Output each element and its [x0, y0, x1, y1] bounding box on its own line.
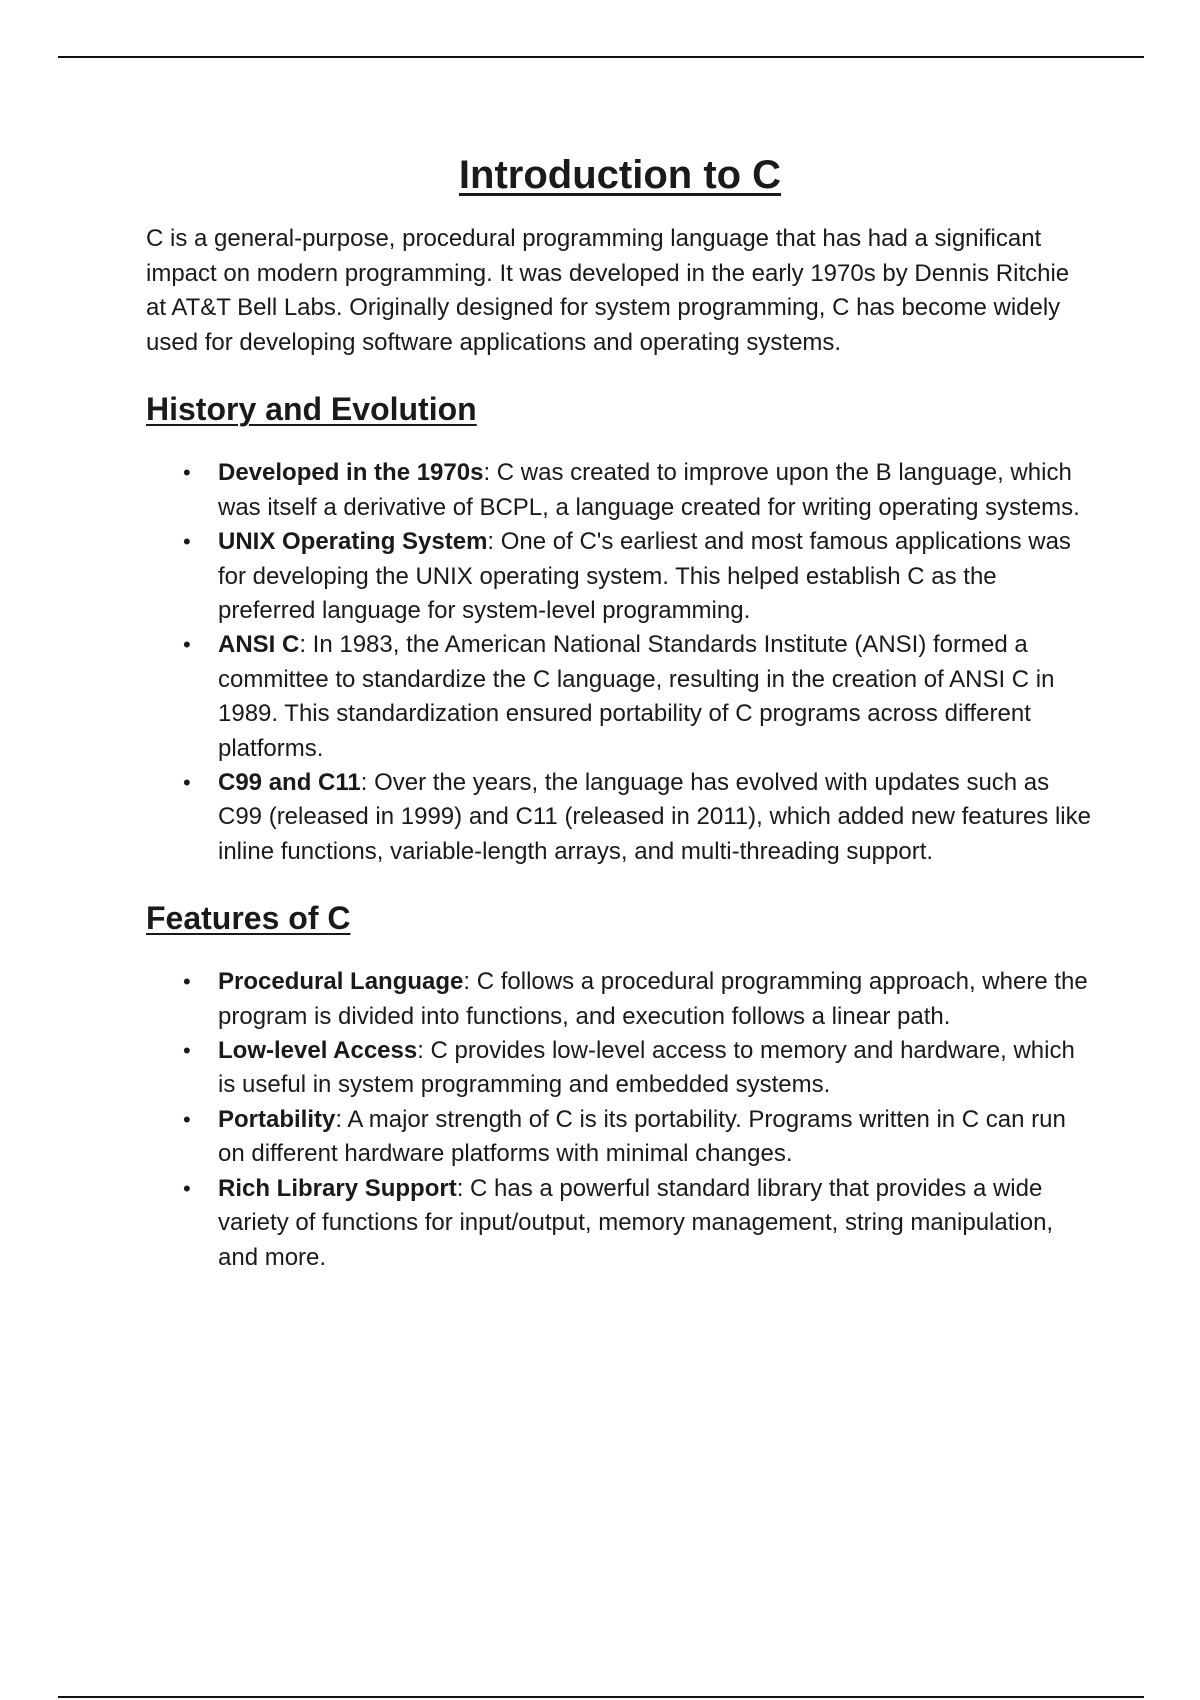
list-item: [146, 1103, 1094, 1172]
list-item-term: Procedural Language: [218, 968, 464, 996]
page-title-text: Introduction to C: [458, 153, 782, 197]
list-item: [146, 965, 1094, 1034]
list-item: [146, 1034, 1094, 1103]
list-item-term: C99 and C11: [218, 769, 361, 797]
document-body: [146, 150, 1094, 1275]
list-item-text: : C has a powerful standard library that provides a wide variety of functions for input/output, memory management, string manipulation, and more.: [218, 1174, 1054, 1271]
list-item-text: : C follows a procedural programming approach, where the program is divided into functions, and execution follows a linear path.: [218, 968, 1088, 1030]
section-heading-features: Features of C: [146, 900, 351, 937]
list-item-text: : C provides low-level access to memory and hardware, which is useful in system programming and embedded systems.: [218, 1037, 1075, 1099]
list-item-text: : One of C's earliest and most famous applications was for developing the UNIX operating system. This helped establish C as the preferred language for system-level programming.: [218, 528, 1071, 624]
intro-paragraph: C is a general-purpose, procedural programming language that has had a significant impact on modern programming. It was developed in the early 1970s by Dennis Ritchie at AT&T Bell Labs. Originally designed for system programming, C has become widely used for developing software applications and operating systems.: [146, 225, 1070, 356]
list-item-term: Low-level Access: [218, 1037, 418, 1065]
bullet-icon: •: [183, 1175, 191, 1201]
section-heading-history: History and Evolution: [146, 391, 477, 428]
list-item: [146, 525, 1094, 628]
header-rule: [58, 56, 1144, 58]
list-item-text: : Over the years, the language has evolved with updates such as C99 (released in 1999) and C11 (released in 2011), which added new features like inline functions, variable-length arrays, and multi-threading support.: [218, 769, 1091, 865]
bullet-icon: •: [183, 632, 191, 658]
bullet-icon: •: [183, 770, 191, 796]
list-item: [146, 1172, 1094, 1275]
list-item-text: : C was created to improve upon the B language, which was itself a derivative of BCPL, a language created for writing operating systems.: [218, 459, 1080, 521]
list-item-term: UNIX Operating System: [218, 528, 488, 556]
list-item-term: Developed in the 1970s: [218, 459, 484, 487]
bullet-icon: •: [183, 1038, 191, 1064]
list-item: [146, 766, 1094, 869]
bullet-icon: •: [183, 1106, 191, 1132]
bullet-icon: •: [183, 529, 191, 555]
list-item-text: : A major strength of C is its portability. Programs written in C can run on different hardware platforms with minimal changes.: [218, 1105, 1066, 1168]
bullet-icon: •: [183, 460, 191, 486]
features-list: [146, 965, 1094, 1275]
list-item: [146, 456, 1094, 525]
bullet-icon: •: [183, 969, 191, 995]
history-list: [146, 456, 1094, 869]
list-item-term: Portability: [218, 1105, 336, 1133]
footer-rule: [58, 1696, 1144, 1698]
page-title: [146, 150, 1094, 200]
list-item-text: : In 1983, the American National Standards Institute (ANSI) formed a committee to standardize the C language, resulting in the creation of ANSI C in 1989. This standardization ensured portability of C programs across different platforms.: [218, 631, 1055, 762]
list-item: [146, 628, 1094, 766]
list-item-term: ANSI C: [218, 631, 300, 659]
list-item-term: Rich Library Support: [218, 1174, 457, 1202]
